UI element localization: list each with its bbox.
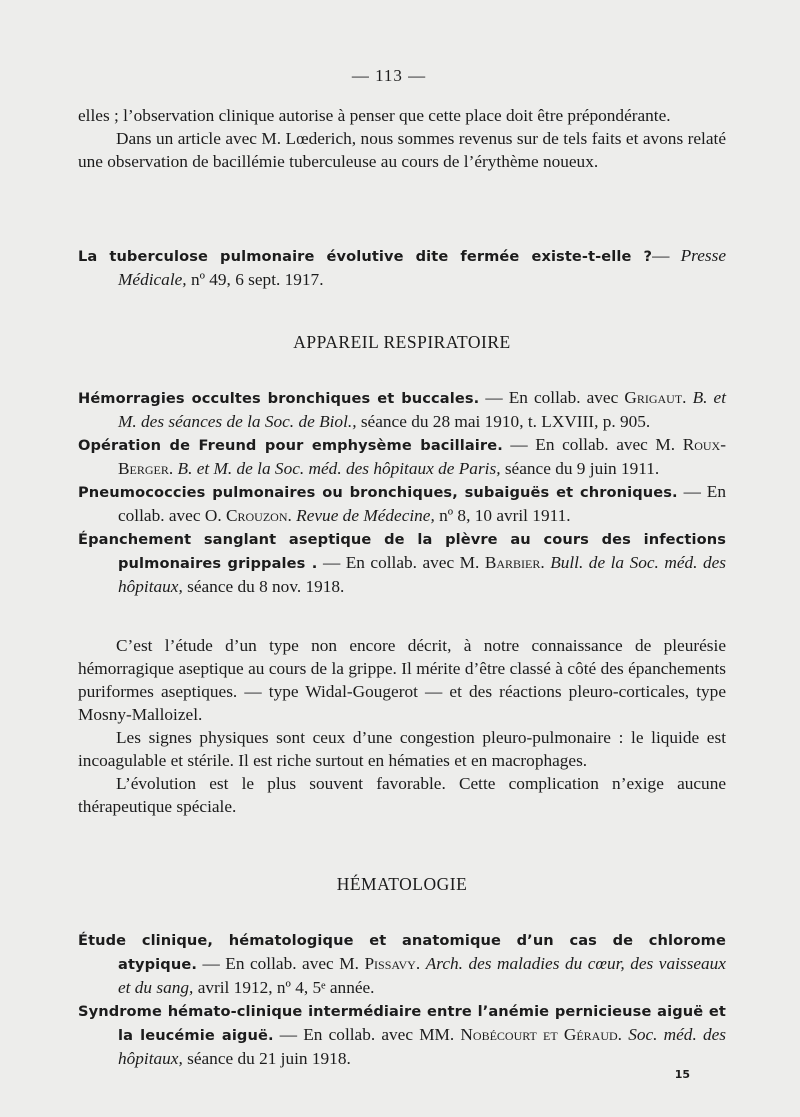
entry-journal: B. et M. de la Soc. méd. des hôpitaux de Paris, bbox=[177, 459, 501, 478]
entry-collab: — En collab. avec M. bbox=[196, 954, 365, 973]
entry-journal: Bull. de la Soc. méd. des hôpitaux, bbox=[118, 553, 726, 596]
entry-authors: Grigaut. bbox=[624, 388, 687, 407]
entry-title: Hémorragies occultes bronchiques et buccales. bbox=[78, 390, 480, 407]
entry-details: séance du 28 mai 1910, t. LXVIII, p. 905. bbox=[356, 412, 651, 431]
entry-title: Étude clinique, hématologique et anatomique d’un cas de chlorome atypique. bbox=[78, 932, 726, 973]
entry-journal: Soc. méd. des hôpitaux, bbox=[118, 1025, 726, 1068]
entry-collab: — En collab. avec O. bbox=[118, 482, 726, 525]
section-heading-respiratoire: APPAREIL RESPIRATOIRE bbox=[293, 332, 511, 352]
entry-authors: Roux-Berger. bbox=[118, 435, 726, 478]
bibliography-entry bbox=[78, 480, 726, 527]
entry-collab: — En collab. avec M. bbox=[502, 435, 683, 454]
entry-title: Syndrome hémato-clinique intermédiaire entre l’anémie pernicieuse aiguë et la leucémie aiguë. bbox=[78, 1003, 726, 1044]
intro-block bbox=[78, 104, 726, 173]
entry-journal: Arch. des maladies du cœur, des vaisseaux et du sang, bbox=[118, 954, 726, 997]
bibliography-entry bbox=[78, 386, 726, 433]
page-number: — 113 — bbox=[351, 66, 427, 85]
paragraph: C’est l’étude d’un type non encore décrit, à notre connaissance de pleurésie hémorragique aseptique au cours de la grippe. Il mérite d’être classé à côté des épanchements puriformes aseptiques. — type Widal-Gougerot — et des réactions pleuro-corticales, type Mosny-Malloizel. bbox=[78, 636, 726, 724]
entry-journal: Revue de Médecine, bbox=[296, 506, 435, 525]
entry-authors: Pissavy. bbox=[364, 954, 421, 973]
bibliography-entry bbox=[78, 527, 726, 598]
bibliography-entry bbox=[78, 999, 726, 1070]
entry-details: séance du 8 nov. 1918. bbox=[182, 577, 345, 596]
entry-authors: Barbier. bbox=[484, 553, 545, 572]
entry-details: nº 8, 10 avril 1911. bbox=[434, 506, 571, 525]
entry-journal: B. et M. des séances de la Soc. de Biol., bbox=[118, 388, 727, 431]
entry-details: avril 1912, nº 4, 5ᵉ année. bbox=[193, 978, 375, 997]
section-heading-hematologie: HÉMATOLOGIE bbox=[336, 874, 468, 894]
entry-title: La tuberculose pulmonaire évolutive dite fermée existe-t-elle ? bbox=[78, 248, 653, 265]
entry-details: séance du 9 juin 1911. bbox=[500, 459, 660, 478]
entry-collab: — En collab. avec M. bbox=[317, 553, 485, 572]
entry-details: séance du 21 juin 1918. bbox=[182, 1049, 351, 1068]
bibliography-entry bbox=[78, 928, 726, 999]
bibliography-entry bbox=[78, 433, 726, 480]
entry-separator: — bbox=[652, 246, 681, 265]
hematology-entries bbox=[78, 928, 726, 1070]
paragraph: Dans un article avec M. Lœderich, nous sommes revenus sur de tels faits et avons relaté une observation de bacillémie tuberculeuse au cours de l’érythème noueux. bbox=[78, 129, 726, 171]
paragraph: elles ; l’observation clinique autorise à penser que cette place doit être prépondérante. bbox=[78, 106, 671, 125]
entry-authors: Nobécourt et Géraud. bbox=[460, 1025, 623, 1044]
grippe-commentary bbox=[78, 634, 726, 818]
paragraph: L’évolution est le plus souvent favorable. Cette complication n’exige aucune thérapeutique spéciale. bbox=[78, 774, 726, 816]
entry-collab: — En collab. avec MM. bbox=[273, 1025, 461, 1044]
entry-collab: — En collab. avec bbox=[479, 388, 625, 407]
entry-authors: Crouzon. bbox=[225, 506, 292, 525]
entry-title: Épanchement sanglant aseptique de la plèvre au cours des infections pulmonaires grippales . bbox=[78, 531, 726, 572]
respiratory-entries bbox=[78, 386, 726, 598]
entry-journal: Presse Médicale, bbox=[118, 246, 726, 289]
paragraph: Les signes physiques sont ceux d’une congestion pleuro-pulmonaire : le liquide est incoagulable et stérile. Il est riche surtout en hématies et en macrophages. bbox=[78, 728, 726, 770]
entry-title: Pneumococcies pulmonaires ou bronchiques, subaiguës et chroniques. bbox=[78, 484, 678, 501]
entry-details: nº 49, 6 sept. 1917. bbox=[190, 270, 324, 289]
bibliography-entry bbox=[78, 244, 726, 291]
signature-mark: 15 bbox=[674, 1068, 690, 1081]
entry-title: Opération de Freund pour emphysème bacillaire. bbox=[78, 437, 503, 454]
